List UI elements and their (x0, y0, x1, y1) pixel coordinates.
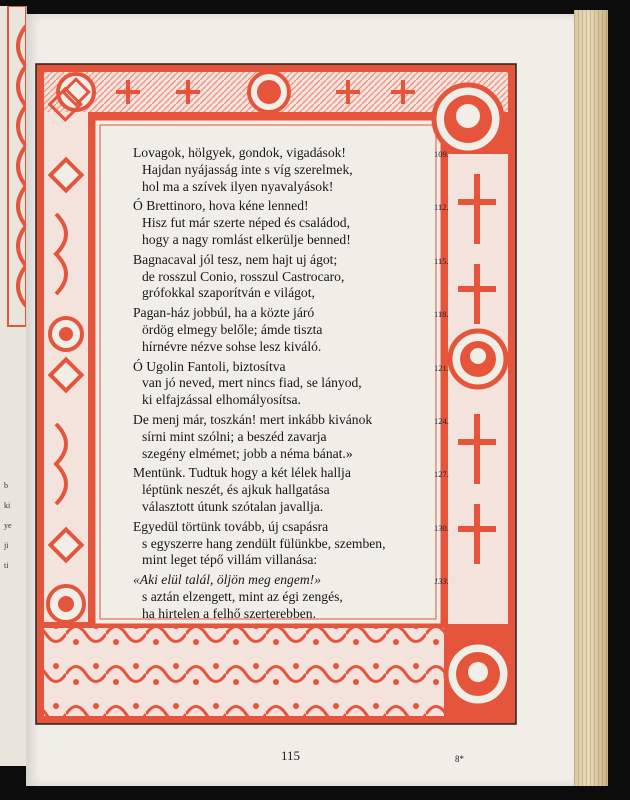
poem-line-text: Ó Ugolin Fantoli, biztosítva (133, 358, 286, 374)
poem-line (133, 536, 463, 553)
poem-line-text: ha hirtelen a felhő szerterebben. (142, 605, 316, 621)
poem-line-text: Mentünk. Tudtuk hogy a két lélek hallja (133, 465, 351, 481)
poem-line-text: sírni mint szólni; a beszéd zavarja (142, 428, 327, 444)
left-mark: ji (4, 541, 9, 550)
left-mark: ti (4, 561, 9, 570)
poem-line (133, 482, 463, 499)
line-number: 133. (434, 576, 449, 587)
poem-line-text: Egyedül törtünk tovább, új csapásra (133, 518, 329, 534)
stanza (133, 305, 463, 355)
poem-line (133, 285, 463, 302)
poem-line (133, 322, 463, 339)
poem-line-text: Lovagok, hölgyek, gondok, vigadások! (133, 145, 346, 160)
poem-line-text: léptünk neszét, és ajkuk hallgatása (142, 482, 330, 498)
line-number: 109. (434, 149, 449, 159)
left-page-marks (4, 476, 12, 576)
poem-line-text: szegény elmémet; jobb a néma bánat.» (142, 445, 353, 461)
poem-line (133, 412, 463, 429)
poem-line (133, 392, 463, 409)
stanza (133, 145, 463, 195)
poem-line (133, 465, 463, 482)
stanza (133, 465, 463, 515)
poem-line (133, 589, 463, 606)
poem-line-text: Ó Brettinoro, hova kéne lenned! (133, 198, 309, 214)
page-number: 115 (281, 748, 301, 763)
line-number: 127. (434, 469, 449, 480)
stanza (133, 198, 463, 248)
poem-line-text: grófokkal szaporítván e világot, (142, 285, 315, 301)
poem-line (133, 145, 463, 162)
poem-line (133, 269, 463, 286)
left-mark: b (4, 481, 8, 490)
stanza (133, 359, 463, 409)
poem-line-text: De menj már, toszkán! mert inkább kivánok (133, 411, 373, 427)
line-number: 124. (434, 415, 449, 426)
left-mark: ki (4, 501, 11, 510)
poem-line (133, 232, 463, 249)
poem-line-text: mint leget tépő villám villanása: (142, 552, 318, 568)
line-number: 121. (434, 362, 449, 373)
poem-line-text: hol ma a szívek ilyen nyavalyások! (142, 178, 334, 194)
poem-line-text: s egyszerre hang zendült fülünkbe, szemben, (142, 535, 386, 551)
poem-line (133, 179, 463, 196)
poem-line (133, 162, 463, 179)
book-page (26, 14, 574, 786)
poem-line (133, 606, 463, 623)
poem-line (133, 339, 463, 356)
left-page-edge (0, 6, 27, 766)
line-number: 112. (434, 202, 449, 213)
poem-line (133, 429, 463, 446)
line-number: 118. (434, 309, 449, 320)
line-number: 115. (434, 255, 449, 266)
stanza (133, 572, 463, 622)
poem-line (133, 519, 463, 536)
poem-line (133, 252, 463, 269)
poem-line-text: Hisz fut már szerte néped és családod, (142, 215, 350, 231)
poem-line-text: de rosszul Conio, rosszul Castrocaro, (142, 268, 345, 284)
poem-text (133, 145, 463, 625)
poem-line-text: Bagnacaval jól tesz, nem hajt uj ágot; (133, 251, 338, 267)
poem-line (133, 198, 463, 215)
line-number: 130. (434, 522, 449, 533)
poem-line (133, 305, 463, 322)
stanza (133, 252, 463, 302)
poem-line-text: Hajdan nyájasság inte s víg szerelmek, (142, 161, 353, 177)
stanza (133, 412, 463, 462)
poem-line-text: választott útunk szótalan javallja. (142, 498, 324, 514)
poem-line-text: Pagan-ház jobbúl, ha a közte járó (133, 305, 315, 321)
poem-line-text: ördög elmegy belőle; ámde tiszta (142, 321, 323, 337)
poem-line-text: hogy a nagy romlást elkerülje benned! (142, 231, 351, 247)
poem-line (133, 552, 463, 569)
poem-line (133, 375, 463, 392)
book-fore-edge (574, 10, 608, 786)
left-mark: ye (4, 521, 12, 530)
stanza (133, 519, 463, 569)
poem-line (133, 359, 463, 376)
left-page-ornament (0, 6, 26, 766)
poem-line-text: van jó neved, mert nincs fiad, se lányod, (142, 375, 362, 391)
poem-line (133, 499, 463, 516)
signature-mark: 8* (455, 754, 464, 764)
poem-line-text: hírnévre nézve sohse lesz kiváló. (142, 338, 322, 354)
poem-line (133, 572, 463, 589)
poem-line-text: s aztán elzengett, mint az égi zengés, (142, 588, 343, 604)
poem-line (133, 215, 463, 232)
poem-line-text: ki elfajzással elhomályosítsa. (142, 392, 301, 408)
poem-line (133, 446, 463, 463)
poem-line-text: «Aki elül talál, öljön meg engem!» (133, 572, 322, 588)
